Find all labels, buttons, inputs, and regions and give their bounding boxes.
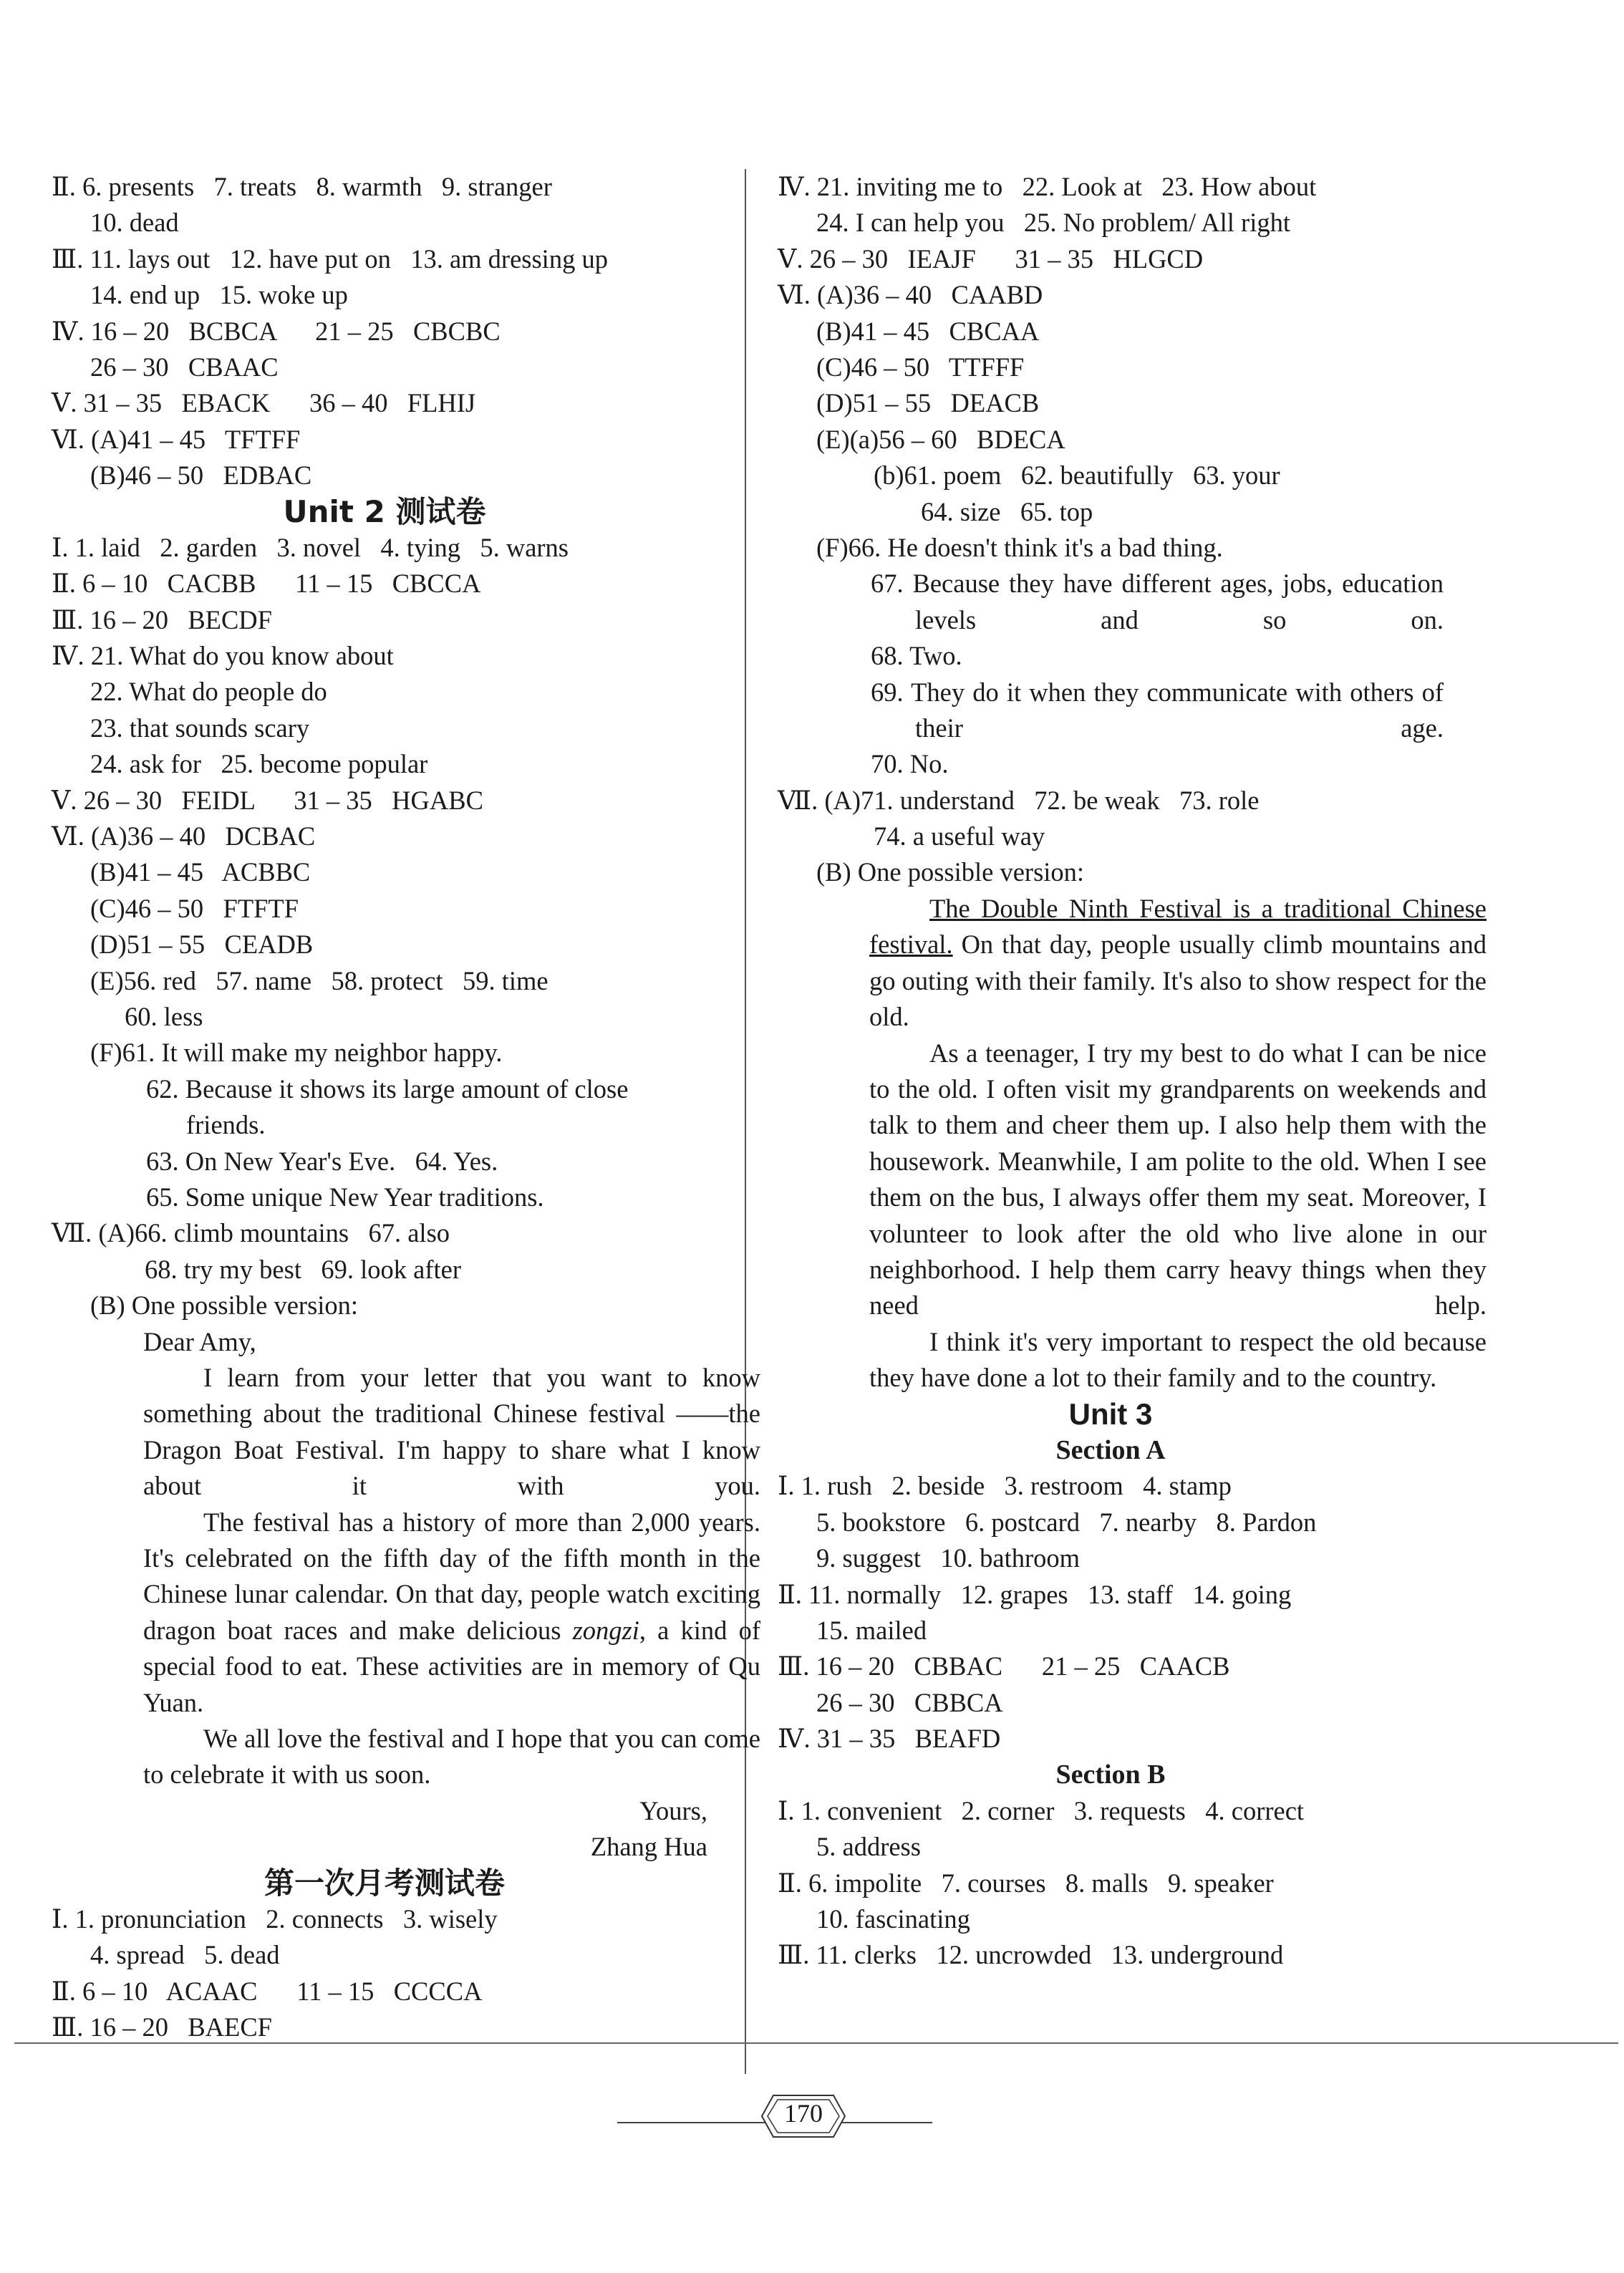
answer-line: Ⅳ. 21. What do you know about xyxy=(52,641,394,671)
page-number xyxy=(760,2094,846,2137)
answer-line: Ⅳ. 31 – 35 BEAFD xyxy=(778,1724,1001,1754)
answer-line: 5. bookstore 6. postcard 7. nearby 8. Pardon xyxy=(816,1507,1317,1537)
answer-67: 67. Because they have different ages, jobs, education levels and so on. xyxy=(871,569,1444,634)
answer-line: 15. mailed xyxy=(816,1615,927,1645)
answer-line: (D)51 – 55 CEADB xyxy=(90,930,314,960)
answer-line: Ⅳ. 16 – 20 BCBCA 21 – 25 CBCBC xyxy=(52,316,501,346)
essay-body xyxy=(778,891,1487,1396)
letter-closing: Yours, xyxy=(639,1795,707,1825)
answer-line: 26 – 30 CBBCA xyxy=(816,1687,1003,1717)
answer-line: 24. I can help you 25. No problem/ All right xyxy=(816,208,1290,238)
answer-line: friends. xyxy=(186,1110,266,1140)
page-number-rule-left xyxy=(617,2122,765,2123)
answer-line: (E)56. red 57. name 58. protect 59. time xyxy=(90,965,548,995)
answer-line: 60. less xyxy=(125,1001,203,1031)
answer-line: Ⅲ. 16 – 20 BAECF xyxy=(52,2012,272,2042)
page-number-text: 170 xyxy=(784,2099,823,2128)
answer-line: Ⅰ. 1. laid 2. garden 3. novel 4. tying 5. warns xyxy=(52,532,569,562)
answer-block xyxy=(778,566,1444,638)
answer-line: Ⅱ. 6 – 10 ACAAC 11 – 15 CCCCA xyxy=(52,1976,483,2006)
right-column xyxy=(778,169,1487,1974)
letter-signature: Zhang Hua xyxy=(590,1832,707,1862)
letter-paragraph-3: We all love the festival and I hope that you can come to celebrate it with us soon. xyxy=(143,1723,760,1790)
answer-line: 23. that sounds scary xyxy=(90,713,310,743)
answer-line: Ⅲ. 16 – 20 BECDF xyxy=(52,604,272,634)
answer-line: Ⅱ. 6. impolite 7. courses 8. malls 9. speaker xyxy=(778,1868,1274,1898)
answer-line: 68. try my best 69. look after xyxy=(145,1254,461,1284)
answer-69: 69. They do it when they communicate with others of their age. xyxy=(871,677,1444,743)
answer-line: 22. What do people do xyxy=(90,677,327,707)
answer-line: Ⅴ. 31 – 35 EBACK 36 – 40 FLHIJ xyxy=(52,388,476,418)
answer-line: 63. On New Year's Eve. 64. Yes. xyxy=(146,1146,498,1176)
essay-paragraph-1 xyxy=(869,891,1487,1036)
left-column xyxy=(52,169,760,2046)
section-b-heading: Section B xyxy=(1055,1760,1166,1790)
essay-p1-rest: On that day, people usually climb mountains and go outing with their family. It's also to show respect for the old. xyxy=(869,930,1487,1032)
answer-line: 26 – 30 CBAAC xyxy=(90,352,279,382)
answer-line: Ⅶ. (A)66. climb mountains 67. also xyxy=(52,1218,450,1248)
answer-line: (C)46 – 50 TTFFF xyxy=(816,352,1025,382)
answer-line: (D)51 – 55 DEACB xyxy=(816,388,1040,418)
unit2-title: Unit 2 测试卷 xyxy=(283,493,486,529)
answer-line: Ⅳ. 21. inviting me to 22. Look at 23. How about xyxy=(778,172,1317,201)
answer-line: 65. Some unique New Year traditions. xyxy=(146,1182,544,1212)
answer-line: Ⅱ. 6 – 10 CACBB 11 – 15 CBCCA xyxy=(52,569,481,599)
answer-line: Ⅴ. 26 – 30 FEIDL 31 – 35 HGABC xyxy=(52,785,483,815)
essay-paragraph-2: As a teenager, I try my best to do what I can be nice to the old. I often visit my grandparents on weekends and talk to them and cheer them up. I also help them with the housework. Meanwhile, I am polite to the old. When I see them on the bus, I always offer them my seat. Moreover, I volunteer to look after the old who live alone in our neighborhood. I help them carry heavy things when they need help. xyxy=(869,1038,1487,1321)
answer-line: 68. Two. xyxy=(871,641,962,671)
letter-greeting: Dear Amy, xyxy=(143,1326,256,1356)
answer-line: (B)41 – 45 ACBBC xyxy=(90,857,311,887)
answer-line: 24. ask for 25. become popular xyxy=(90,749,428,779)
answer-line: Ⅲ. 11. lays out 12. have put on 13. am dressing up xyxy=(52,243,608,274)
answer-line: Ⅱ. 6. presents 7. treats 8. warmth 9. stranger xyxy=(52,172,552,201)
answer-line: 64. size 65. top xyxy=(921,496,1093,526)
answer-line: (B) One possible version: xyxy=(816,857,1085,887)
page-number-rule-right xyxy=(842,2122,932,2123)
answer-line: (E)(a)56 – 60 BDECA xyxy=(816,424,1065,454)
answer-line: Ⅵ. (A)41 – 45 TFTFF xyxy=(52,424,301,454)
answer-line: Ⅲ. 16 – 20 CBBAC 21 – 25 CAACB xyxy=(778,1651,1230,1681)
answer-line: Ⅲ. 11. clerks 12. uncrowded 13. underground xyxy=(778,1940,1284,1970)
answer-block xyxy=(778,675,1444,747)
answer-line: 5. address xyxy=(816,1832,921,1862)
answer-line: 4. spread 5. dead xyxy=(90,1940,280,1970)
letter-paragraph-2 xyxy=(143,1505,760,1721)
answer-line: 10. dead xyxy=(90,208,179,238)
essay-paragraph-3: I think it's very important to respect the old because they have done a lot to their family and to the country. xyxy=(869,1326,1487,1393)
answer-line: 14. end up 15. woke up xyxy=(90,280,348,310)
letter-p2-italic: zongzi xyxy=(572,1615,639,1645)
answer-line: (C)46 – 50 FTFTF xyxy=(90,893,299,923)
answer-line: Ⅴ. 26 – 30 IEAJF 31 – 35 HLGCD xyxy=(778,243,1204,274)
answer-line: Ⅶ. (A)71. understand 72. be weak 73. role xyxy=(778,785,1260,815)
letter-body xyxy=(52,1360,760,1793)
answer-line: (B)41 – 45 CBCAA xyxy=(816,316,1040,346)
answer-line: 74. a useful way xyxy=(874,821,1045,851)
letter-paragraph-1: I learn from your letter that you want to know something about the traditional Chinese festival ——the Dragon Boat Festival. I'm happy to share what I know about it with you. xyxy=(143,1362,760,1501)
section-a-heading: Section A xyxy=(1055,1434,1166,1465)
answer-line: (b)61. poem 62. beautifully 63. your xyxy=(874,460,1280,491)
essay-underlined-sentence: The Double Ninth Festival is a traditional Chinese festival. xyxy=(869,893,1487,960)
letter-p2-part-b: , a kind of special food to eat. These activities are in memory of Qu Yuan. xyxy=(143,1615,760,1717)
answer-line: 9. suggest 10. bathroom xyxy=(816,1543,1081,1573)
unit3-title: Unit 3 xyxy=(1068,1396,1153,1431)
answer-line: Ⅵ. (A)36 – 40 DCBAC xyxy=(52,821,316,851)
answer-line: (F)61. It will make my neighbor happy. xyxy=(90,1038,503,1068)
answer-line: (B)46 – 50 EDBAC xyxy=(90,460,312,491)
answer-line: (B) One possible version: xyxy=(90,1290,359,1321)
answer-line: 62. Because it shows its large amount of close xyxy=(146,1073,629,1104)
answer-line: Ⅰ. 1. pronunciation 2. connects 3. wisely xyxy=(52,1903,498,1934)
answer-line: 70. No. xyxy=(871,749,949,779)
letter-p2-part-a: The festival has a history of more than 2,000 years. It's celebrated on the fifth day of the fifth month in the Chinese lunar calendar. On that day, people watch exciting dragon boat races and make delicious xyxy=(143,1507,760,1645)
monthly-test-title: 第一次月考测试卷 xyxy=(264,1865,505,1901)
answer-line: Ⅵ. (A)36 – 40 CAABD xyxy=(778,280,1043,310)
answer-line: Ⅱ. 11. normally 12. grapes 13. staff 14. going xyxy=(778,1579,1292,1609)
answer-line: (F)66. He doesn't think it's a bad thing. xyxy=(816,532,1223,562)
answer-line: 10. fascinating xyxy=(816,1904,970,1934)
answer-line: Ⅰ. 1. convenient 2. corner 3. requests 4. correct xyxy=(778,1795,1305,1825)
answer-line: Ⅰ. 1. rush 2. beside 3. restroom 4. stamp xyxy=(778,1471,1232,1501)
